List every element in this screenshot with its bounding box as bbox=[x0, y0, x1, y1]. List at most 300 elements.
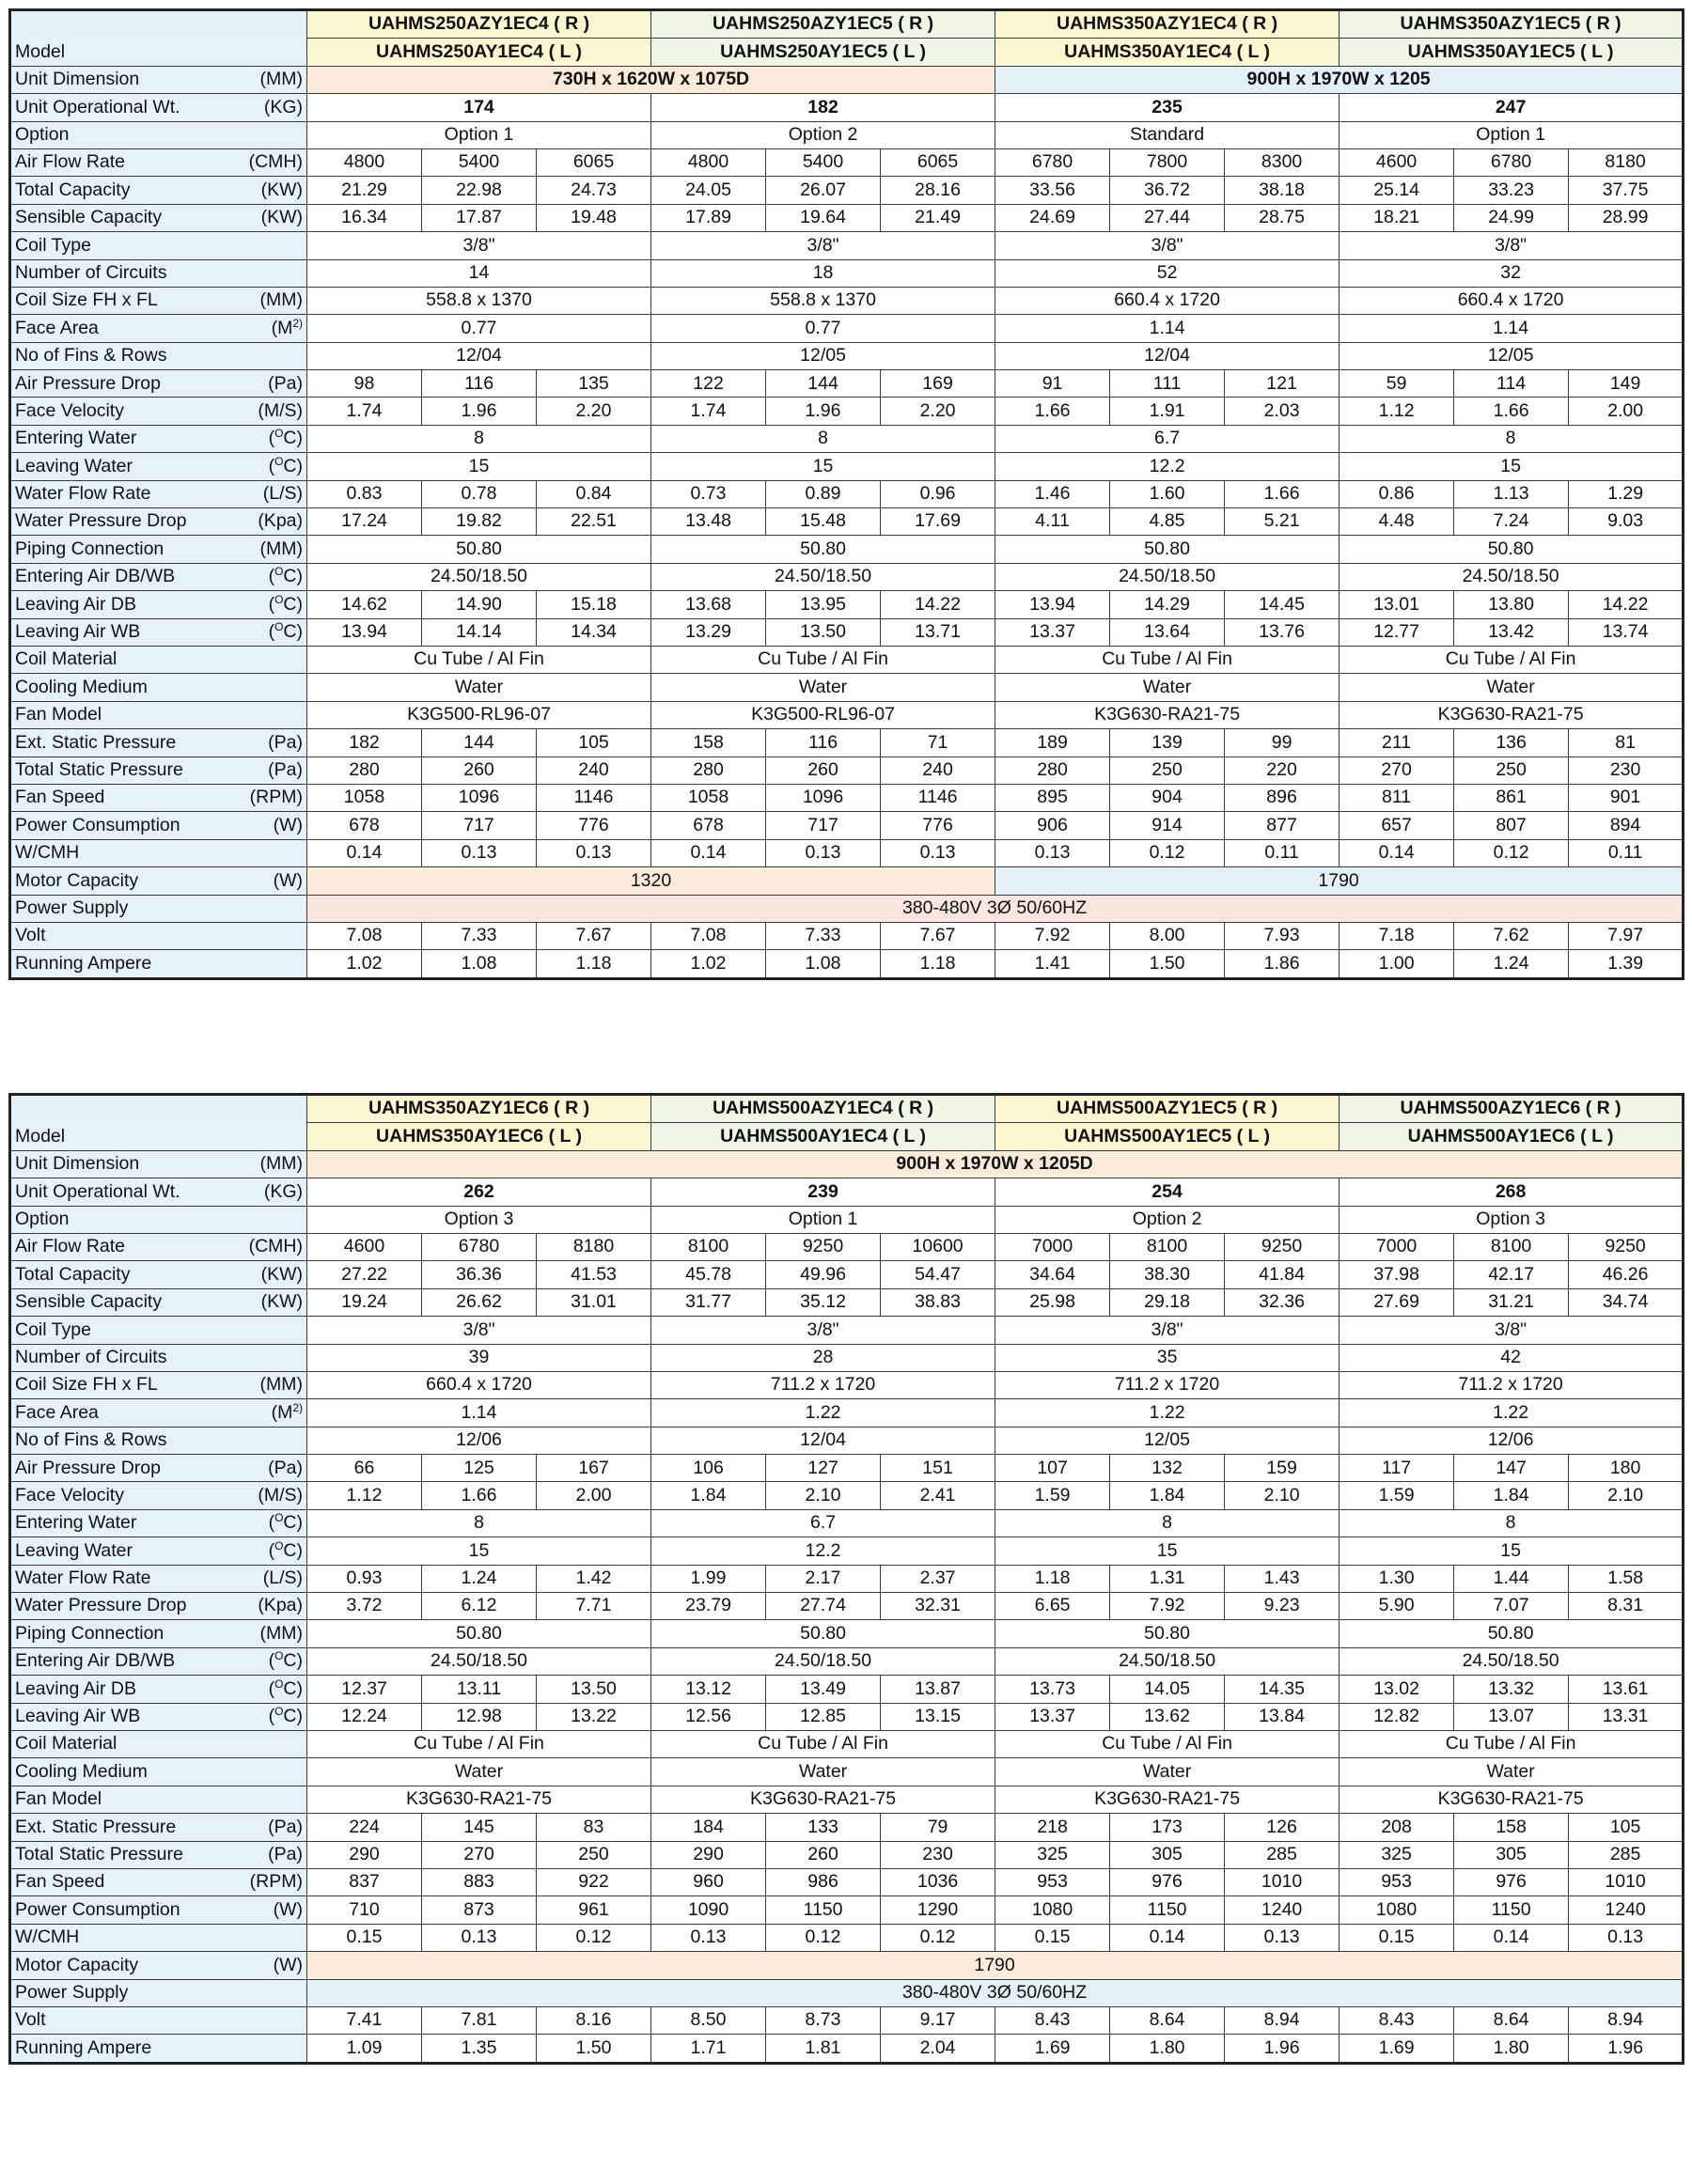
row-label-text: Volt bbox=[15, 925, 46, 946]
spec-value: 877 bbox=[1225, 812, 1340, 839]
spec-value: 776 bbox=[881, 812, 995, 839]
row-label bbox=[10, 259, 307, 287]
spec-row-power-consumption bbox=[10, 1896, 1684, 1924]
spec-value: 23.79 bbox=[651, 1593, 766, 1620]
spec-value: 15.48 bbox=[766, 508, 881, 536]
spec-value: 953 bbox=[1340, 1868, 1454, 1895]
spec-value: 270 bbox=[1340, 757, 1454, 784]
row-label bbox=[10, 1150, 307, 1178]
row-unit bbox=[260, 540, 303, 559]
row-label bbox=[10, 1730, 307, 1757]
spec-value: 125 bbox=[422, 1455, 537, 1482]
spec-value: Cu Tube / Al Fin bbox=[651, 1730, 995, 1757]
model-name-left: UAHMS350AY1EC4 ( L ) bbox=[995, 39, 1340, 66]
spec-value: 21.49 bbox=[881, 204, 995, 231]
spec-value: 0.15 bbox=[1340, 1924, 1454, 1951]
row-label bbox=[10, 674, 307, 701]
unit-superscript: 2) bbox=[292, 316, 303, 330]
unit-text: (CMH) bbox=[248, 151, 303, 173]
spec-value: 13.68 bbox=[651, 591, 766, 618]
spec-row-coil-type bbox=[10, 1317, 1684, 1344]
row-label-text: Running Ampere bbox=[15, 2036, 152, 2058]
row-label bbox=[10, 2035, 307, 2063]
spec-value: 1096 bbox=[766, 784, 881, 811]
spec-value: K3G500-RL96-07 bbox=[651, 701, 995, 728]
spec-value: 986 bbox=[766, 1868, 881, 1895]
row-label-text: Face Velocity bbox=[15, 399, 124, 421]
row-label-text: Unit Dimension bbox=[15, 1153, 140, 1175]
spec-value: 66 bbox=[307, 1455, 422, 1482]
spec-value: 7000 bbox=[1340, 1233, 1454, 1260]
row-label bbox=[10, 591, 307, 618]
spec-value: 9250 bbox=[766, 1233, 881, 1260]
spec-value: Cu Tube / Al Fin bbox=[995, 1730, 1340, 1757]
spec-value: 0.13 bbox=[881, 839, 995, 866]
model-name-right: UAHMS250AZY1EC5 ( R ) bbox=[651, 10, 995, 39]
spec-value: 1.08 bbox=[422, 950, 537, 978]
weight-value: 262 bbox=[307, 1178, 651, 1206]
row-label bbox=[10, 1317, 307, 1344]
spec-value: 0.14 bbox=[1110, 1924, 1225, 1951]
spec-value: 1.84 bbox=[1110, 1482, 1225, 1509]
row-label-text: Air Flow Rate bbox=[15, 151, 126, 173]
spec-value: 14.90 bbox=[422, 591, 537, 618]
model-label bbox=[10, 39, 307, 66]
row-label bbox=[10, 94, 307, 121]
row-label bbox=[10, 867, 307, 895]
spec-value: 50.80 bbox=[995, 1620, 1340, 1647]
corner-cell bbox=[10, 10, 307, 39]
row-label bbox=[10, 480, 307, 507]
spec-value: 1.58 bbox=[1569, 1565, 1684, 1592]
weight-value: 235 bbox=[995, 94, 1340, 121]
spec-value: 922 bbox=[537, 1868, 651, 1895]
spec-row-cooling-medium bbox=[10, 674, 1684, 701]
model-name-right: UAHMS500AZY1EC4 ( R ) bbox=[651, 1095, 995, 1123]
spec-value: 1146 bbox=[881, 784, 995, 811]
spec-value: 7.92 bbox=[995, 922, 1110, 949]
row-label bbox=[10, 1647, 307, 1675]
spec-value: 39 bbox=[307, 1344, 651, 1371]
spec-value: 12/06 bbox=[1340, 1427, 1684, 1454]
spec-value: 1096 bbox=[422, 784, 537, 811]
row-label bbox=[10, 812, 307, 839]
dimension-value: 900H x 1970W x 1205D bbox=[307, 1150, 1684, 1178]
spec-value: 1.18 bbox=[881, 950, 995, 978]
spec-value: 31.21 bbox=[1454, 1288, 1569, 1316]
spec-value: 1.50 bbox=[1110, 950, 1225, 978]
spec-value: 14.34 bbox=[537, 618, 651, 646]
spec-value: 26.07 bbox=[766, 177, 881, 204]
spec-value: 8 bbox=[651, 425, 995, 452]
spec-value: 260 bbox=[766, 1841, 881, 1868]
row-unit bbox=[261, 1293, 303, 1312]
spec-value: 8100 bbox=[1110, 1233, 1225, 1260]
spec-value: 116 bbox=[766, 729, 881, 757]
spec-value: 24.05 bbox=[651, 177, 766, 204]
spec-value: 10600 bbox=[881, 1233, 995, 1260]
spec-value: 0.84 bbox=[537, 480, 651, 507]
spec-value: 28.75 bbox=[1225, 204, 1340, 231]
row-label-text: Coil Type bbox=[15, 1318, 91, 1340]
unit-tail: C) bbox=[283, 593, 303, 615]
unit-text: (RPM) bbox=[249, 1871, 303, 1893]
spec-value: 208 bbox=[1340, 1814, 1454, 1841]
spec-value: 3/8" bbox=[651, 1317, 995, 1344]
row-label bbox=[10, 1924, 307, 1951]
spec-value: 6065 bbox=[881, 148, 995, 176]
spec-value: 1.24 bbox=[1454, 950, 1569, 978]
spec-value: 1.91 bbox=[1110, 398, 1225, 425]
row-label-text: Power Supply bbox=[15, 897, 129, 918]
row-label-text: Leaving Air WB bbox=[15, 621, 141, 643]
spec-value: 28.99 bbox=[1569, 204, 1684, 231]
spec-value: 13.71 bbox=[881, 618, 995, 646]
spec-value: 45.78 bbox=[651, 1261, 766, 1288]
row-unit bbox=[268, 592, 303, 615]
row-label bbox=[10, 398, 307, 425]
spec-value: 1010 bbox=[1569, 1868, 1684, 1895]
row-label bbox=[10, 646, 307, 673]
spec-value: 0.78 bbox=[422, 480, 537, 507]
spec-value: 111 bbox=[1110, 370, 1225, 398]
row-label bbox=[10, 204, 307, 231]
spec-value: 38.83 bbox=[881, 1288, 995, 1316]
spec-value: 7.67 bbox=[537, 922, 651, 949]
spec-value: 4800 bbox=[651, 148, 766, 176]
spec-value: 7000 bbox=[995, 1233, 1110, 1260]
spec-value: 710 bbox=[307, 1896, 422, 1924]
spec-row-leaving-air-wb bbox=[10, 1703, 1684, 1730]
spec-value: 0.73 bbox=[651, 480, 766, 507]
spec-value: 0.12 bbox=[1454, 839, 1569, 866]
spec-value: 144 bbox=[422, 729, 537, 757]
spec-value: 873 bbox=[422, 1896, 537, 1924]
spec-value: 15 bbox=[1340, 1537, 1684, 1565]
row-label-text: W/CMH bbox=[15, 1927, 80, 1948]
row-label-text: Fan Speed bbox=[15, 787, 105, 808]
unit-text: ( bbox=[268, 621, 275, 643]
row-label-text: Coil Material bbox=[15, 1733, 118, 1755]
spec-value: 12/04 bbox=[307, 342, 651, 369]
spec-value: 24.50/18.50 bbox=[1340, 1647, 1684, 1675]
spec-row-w-cmh bbox=[10, 1924, 1684, 1951]
row-label bbox=[10, 370, 307, 398]
spec-row-cooling-medium bbox=[10, 1758, 1684, 1786]
spec-value: 6780 bbox=[995, 148, 1110, 176]
model-name-left: UAHMS500AY1EC6 ( L ) bbox=[1340, 1123, 1684, 1150]
spec-value: 151 bbox=[881, 1455, 995, 1482]
spec-value: 19.82 bbox=[422, 508, 537, 536]
unit-text: ( bbox=[268, 593, 275, 615]
spec-value: 107 bbox=[995, 1455, 1110, 1482]
spec-value: 1.12 bbox=[1340, 398, 1454, 425]
spec-value: 24.50/18.50 bbox=[995, 1647, 1340, 1675]
spec-value: 21.29 bbox=[307, 177, 422, 204]
spec-value: 220 bbox=[1225, 757, 1340, 784]
spec-value: 5400 bbox=[766, 148, 881, 176]
row-label bbox=[10, 1206, 307, 1233]
model-name-left: UAHMS500AY1EC4 ( L ) bbox=[651, 1123, 995, 1150]
spec-value: 4600 bbox=[1340, 148, 1454, 176]
spec-row-face-area bbox=[10, 1399, 1684, 1427]
spec-value: Cu Tube / Al Fin bbox=[651, 646, 995, 673]
row-label-text: Leaving Air DB bbox=[15, 1677, 136, 1699]
unit-text: (W) bbox=[273, 814, 303, 835]
power-supply-row bbox=[10, 1979, 1684, 2006]
spec-value: 106 bbox=[651, 1455, 766, 1482]
unit-text: (W) bbox=[273, 1898, 303, 1920]
row-label bbox=[10, 1758, 307, 1786]
spec-row-fan-model bbox=[10, 1786, 1684, 1813]
spec-value: 28.16 bbox=[881, 177, 995, 204]
spec-value: 290 bbox=[651, 1841, 766, 1868]
spec-value: 976 bbox=[1110, 1868, 1225, 1895]
spec-value: 13.80 bbox=[1454, 591, 1569, 618]
spec-row-leaving-air-db bbox=[10, 591, 1684, 618]
unit-text: (KW) bbox=[260, 179, 303, 200]
spec-value: 182 bbox=[307, 729, 422, 757]
spec-row-water-flow-rate bbox=[10, 480, 1684, 507]
row-label-text: Fan Speed bbox=[15, 1871, 105, 1893]
row-unit bbox=[268, 1538, 303, 1561]
spec-value: 837 bbox=[307, 1868, 422, 1895]
spec-value: 2.20 bbox=[537, 398, 651, 425]
row-label-text: Face Area bbox=[15, 1401, 99, 1423]
spec-value: 8.43 bbox=[1340, 2006, 1454, 2034]
spec-value: 22.98 bbox=[422, 177, 537, 204]
spec-value: 14.29 bbox=[1110, 591, 1225, 618]
spec-value: 717 bbox=[422, 812, 537, 839]
spec-value: 0.83 bbox=[307, 480, 422, 507]
row-unit bbox=[250, 788, 303, 807]
spec-value: 121 bbox=[1225, 370, 1340, 398]
spec-value: 1.60 bbox=[1110, 480, 1225, 507]
spec-row-coil-material bbox=[10, 1730, 1684, 1757]
spec-value: 180 bbox=[1569, 1455, 1684, 1482]
row-label-text: Coil Material bbox=[15, 648, 118, 670]
row-unit bbox=[268, 454, 303, 476]
spec-row-volt bbox=[10, 922, 1684, 949]
spec-value: 1.31 bbox=[1110, 1565, 1225, 1592]
spec-value: 18 bbox=[651, 259, 995, 287]
spec-value: 0.77 bbox=[307, 315, 651, 342]
row-unit bbox=[263, 485, 303, 504]
spec-value: 0.14 bbox=[1454, 1924, 1569, 1951]
spec-value: 13.07 bbox=[1454, 1703, 1569, 1730]
spec-value: Option 1 bbox=[651, 1206, 995, 1233]
spec-value: 305 bbox=[1110, 1841, 1225, 1868]
row-label-text: Piping Connection bbox=[15, 1622, 164, 1644]
spec-value: 8.43 bbox=[995, 2006, 1110, 2034]
row-unit bbox=[263, 1569, 303, 1588]
spec-value: 240 bbox=[881, 757, 995, 784]
row-unit bbox=[271, 316, 303, 338]
spec-value: 8.50 bbox=[651, 2006, 766, 2034]
spec-value: 9.03 bbox=[1569, 508, 1684, 536]
model-row-left bbox=[10, 39, 1684, 66]
spec-value: 0.12 bbox=[537, 1924, 651, 1951]
spec-value: 0.13 bbox=[1569, 1924, 1684, 1951]
unit-tail: C) bbox=[283, 1512, 303, 1534]
spec-value: 0.93 bbox=[307, 1565, 422, 1592]
spec-row-sensible-capacity bbox=[10, 1288, 1684, 1316]
spec-row-air-flow-rate bbox=[10, 1233, 1684, 1260]
unit-superscript: O bbox=[274, 1538, 284, 1552]
spec-table-1 bbox=[8, 8, 1684, 980]
spec-value: 0.89 bbox=[766, 480, 881, 507]
spec-value: 1.96 bbox=[766, 398, 881, 425]
spec-value: 0.13 bbox=[422, 839, 537, 866]
spec-value: 250 bbox=[1454, 757, 1569, 784]
spec-value: 1036 bbox=[881, 1868, 995, 1895]
row-unit bbox=[268, 1677, 303, 1699]
spec-row-running-ampere bbox=[10, 950, 1684, 978]
row-label-text: Water Pressure Drop bbox=[15, 1595, 187, 1616]
spec-value: 50.80 bbox=[995, 536, 1340, 563]
row-unit bbox=[268, 1705, 303, 1727]
unit-text: (Pa) bbox=[268, 731, 303, 753]
row-label-text: Number of Circuits bbox=[15, 261, 167, 283]
row-unit bbox=[258, 512, 303, 531]
unit-superscript: O bbox=[274, 1511, 284, 1525]
motor-capacity-row bbox=[10, 1952, 1684, 1979]
row-label bbox=[10, 1593, 307, 1620]
spec-value: 13.37 bbox=[995, 1703, 1110, 1730]
row-label-text: Number of Circuits bbox=[15, 1346, 167, 1367]
spec-value: 12.77 bbox=[1340, 618, 1454, 646]
spec-value: 8180 bbox=[537, 1233, 651, 1260]
row-label-text: Water Pressure Drop bbox=[15, 510, 187, 532]
spec-value: 0.96 bbox=[881, 480, 995, 507]
row-label-text: Power Consumption bbox=[15, 1898, 180, 1920]
unit-tail: C) bbox=[283, 621, 303, 643]
spec-value: 224 bbox=[307, 1814, 422, 1841]
spec-value: 1080 bbox=[1340, 1896, 1454, 1924]
spec-row-sensible-capacity bbox=[10, 204, 1684, 231]
spec-row-piping-connection bbox=[10, 1620, 1684, 1647]
spec-value: 678 bbox=[651, 812, 766, 839]
spec-value: 4800 bbox=[307, 148, 422, 176]
row-label bbox=[10, 342, 307, 369]
model-row-right bbox=[10, 1095, 1684, 1123]
spec-value: 13.42 bbox=[1454, 618, 1569, 646]
row-unit bbox=[269, 429, 303, 448]
spec-value: 711.2 x 1720 bbox=[1340, 1371, 1684, 1398]
spec-value: 8 bbox=[995, 1509, 1340, 1537]
spec-value: 1.69 bbox=[995, 2035, 1110, 2063]
spec-value: 8.94 bbox=[1225, 2006, 1340, 2034]
spec-value: 14 bbox=[307, 259, 651, 287]
spec-value: Option 1 bbox=[1340, 121, 1684, 148]
spec-value: 1.22 bbox=[1340, 1399, 1684, 1427]
row-unit bbox=[260, 291, 303, 310]
unit-tail: C) bbox=[283, 1677, 303, 1699]
spec-value: 711.2 x 1720 bbox=[651, 1371, 995, 1398]
spec-value: 32 bbox=[1340, 259, 1684, 287]
row-unit bbox=[271, 1400, 303, 1423]
spec-value: 1.14 bbox=[1340, 315, 1684, 342]
unit-tail: C) bbox=[283, 1650, 303, 1672]
spec-value: 1.44 bbox=[1454, 1565, 1569, 1592]
spec-value: 12/05 bbox=[651, 342, 995, 369]
spec-value: 2.00 bbox=[537, 1482, 651, 1509]
row-label-text: Air Pressure Drop bbox=[15, 1457, 161, 1478]
spec-value: 1.13 bbox=[1454, 480, 1569, 507]
spec-value: 4600 bbox=[307, 1233, 422, 1260]
spec-value: 54.47 bbox=[881, 1261, 995, 1288]
spec-table-2 bbox=[8, 1093, 1684, 2065]
model-name-right: UAHMS250AZY1EC4 ( R ) bbox=[307, 10, 651, 39]
model-name-left: UAHMS350AY1EC5 ( L ) bbox=[1340, 39, 1684, 66]
row-label bbox=[10, 784, 307, 811]
spec-value: 14.22 bbox=[1569, 591, 1684, 618]
row-label bbox=[10, 148, 307, 176]
spec-value: 8.00 bbox=[1110, 922, 1225, 949]
spec-value: 13.73 bbox=[995, 1676, 1110, 1703]
spec-value: 8.94 bbox=[1569, 2006, 1684, 2034]
spec-value: 15 bbox=[651, 453, 995, 480]
spec-value: 8.16 bbox=[537, 2006, 651, 2034]
spec-value: 1.14 bbox=[995, 315, 1340, 342]
spec-value: 1.22 bbox=[651, 1399, 995, 1427]
spec-value: 25.98 bbox=[995, 1288, 1110, 1316]
spec-value: 37.98 bbox=[1340, 1261, 1454, 1288]
spec-value: 0.13 bbox=[537, 839, 651, 866]
spec-value: 12.98 bbox=[422, 1703, 537, 1730]
row-label-text: Power Supply bbox=[15, 1981, 129, 2003]
spec-value: 0.12 bbox=[881, 1924, 995, 1951]
unit-superscript: O bbox=[274, 1705, 284, 1719]
spec-value: 1.41 bbox=[995, 950, 1110, 978]
spec-value: 7.33 bbox=[766, 922, 881, 949]
spec-value: 1.59 bbox=[1340, 1482, 1454, 1509]
spec-value: 285 bbox=[1569, 1841, 1684, 1868]
row-label-text: Option bbox=[15, 1209, 70, 1229]
spec-value: 38.18 bbox=[1225, 177, 1340, 204]
row-label bbox=[10, 1979, 307, 2006]
spec-value: 8.64 bbox=[1110, 2006, 1225, 2034]
spec-value: 3/8" bbox=[995, 1317, 1340, 1344]
spec-value: 8300 bbox=[1225, 148, 1340, 176]
spec-row-option bbox=[10, 121, 1684, 148]
spec-value: 26.62 bbox=[422, 1288, 537, 1316]
spec-value: 15 bbox=[307, 1537, 651, 1565]
spec-value: 260 bbox=[766, 757, 881, 784]
spec-value: 8 bbox=[307, 1509, 651, 1537]
spec-value: 2.04 bbox=[881, 2035, 995, 2063]
spec-value: 1.43 bbox=[1225, 1565, 1340, 1592]
spec-value: 6.7 bbox=[995, 425, 1340, 452]
spec-value: 0.14 bbox=[1340, 839, 1454, 866]
spec-value: Water bbox=[307, 674, 651, 701]
spec-value: 1.81 bbox=[766, 2035, 881, 2063]
spec-value: Water bbox=[1340, 674, 1684, 701]
spec-row-total-capacity bbox=[10, 1261, 1684, 1288]
spec-value: 144 bbox=[766, 370, 881, 398]
spec-row-no-of-fins-rows bbox=[10, 1427, 1684, 1454]
spec-value: 0.12 bbox=[1110, 839, 1225, 866]
spec-row-leaving-air-wb bbox=[10, 618, 1684, 646]
weight-row bbox=[10, 1178, 1684, 1206]
spec-row-coil-type bbox=[10, 232, 1684, 259]
row-label bbox=[10, 729, 307, 757]
spec-row-running-ampere bbox=[10, 2035, 1684, 2063]
spec-value: 9.23 bbox=[1225, 1593, 1340, 1620]
spec-row-air-pressure-drop bbox=[10, 370, 1684, 398]
row-unit bbox=[258, 399, 303, 421]
row-label-text: Coil Size FH x FL bbox=[15, 289, 158, 311]
